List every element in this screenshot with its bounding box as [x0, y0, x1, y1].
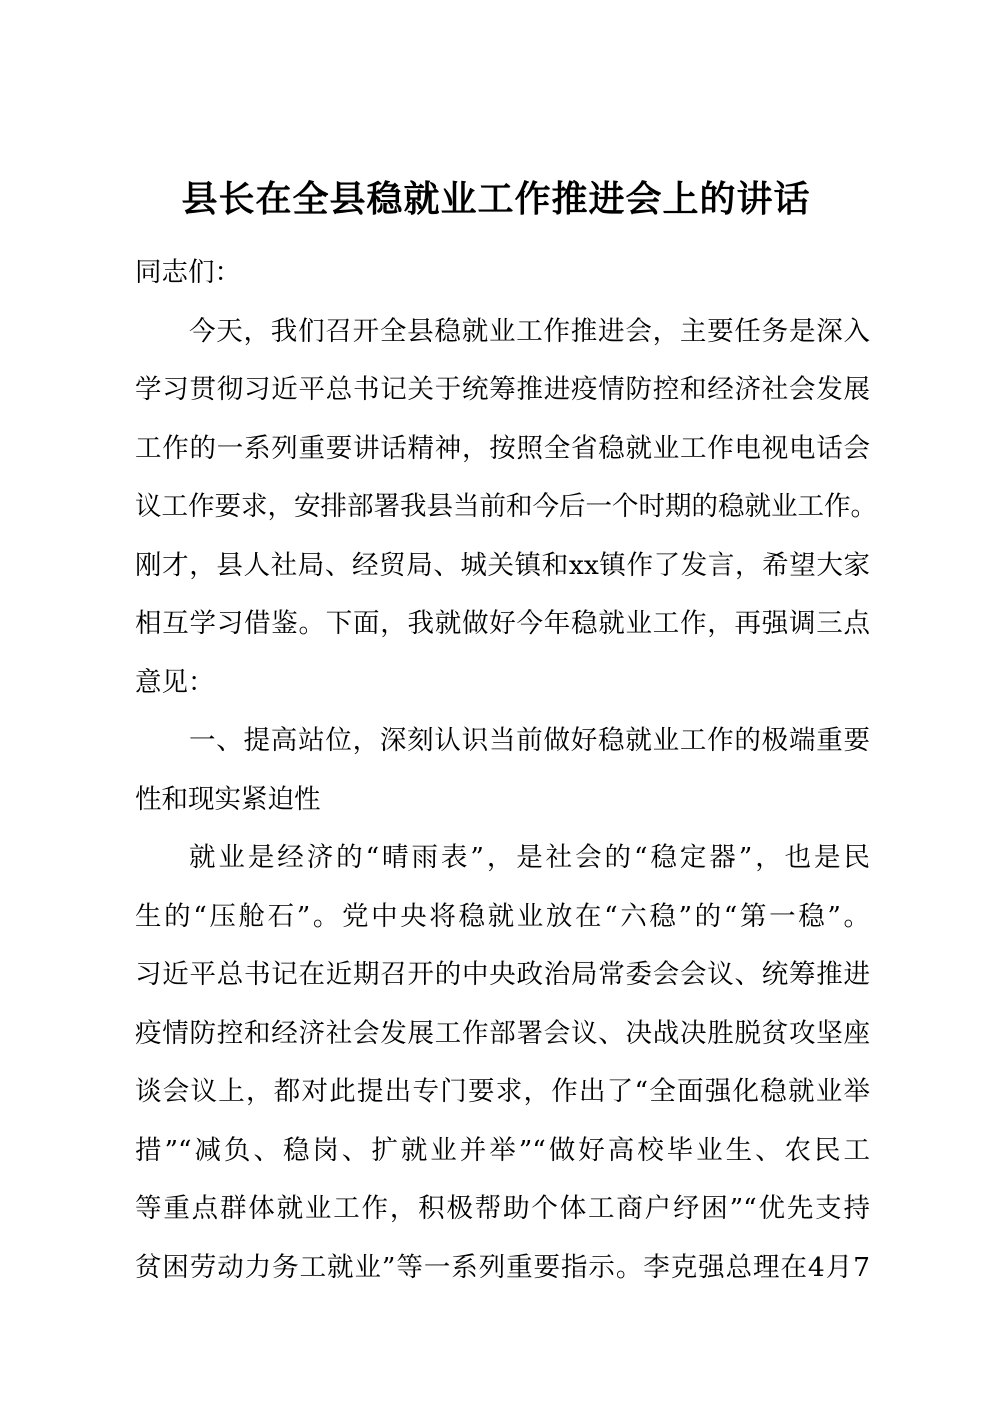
text-line: 今天，我们召开全县稳就业工作推进会，主要任务是深入 [189, 315, 870, 347]
text-line: 谈会议上，都对此提出专门要求，作出了“全面强化稳就业举 [135, 1076, 870, 1107]
paragraph-employment [135, 829, 870, 1297]
text-line: 学习贯彻习近平总书记关于统筹推进疫情防控和经济社会发展 [135, 374, 870, 405]
text-line: 刚才，县人社局、经贸局、城关镇和xx镇作了发言，希望大家 [135, 549, 870, 581]
text-line: 意见： [135, 666, 215, 698]
salutation: 同志们： [135, 257, 241, 288]
text-line: 生的“压舱石”。党中央将稳就业放在“六稳”的“第一稳”。 [135, 900, 870, 932]
text-line: 性和现实紧迫性 [135, 783, 321, 815]
document-title: 县长在全县稳就业工作推进会上的讲话 [181, 179, 811, 220]
paragraph-intro [135, 303, 877, 713]
text-line: 工作的一系列重要讲话精神，按照全省稳就业工作电视电话会 [135, 432, 870, 464]
document-body [135, 244, 877, 1297]
text-line: 疫情防控和经济社会发展工作部署会议、决战决胜脱贫攻坚座 [135, 1017, 870, 1049]
text-line: 就业是经济的“晴雨表”，是社会的“稳定器”，也是民 [189, 842, 870, 873]
text-line: 习近平总书记在近期召开的中央政治局常委会会议、统筹推进 [135, 959, 870, 990]
text-line: 贫困劳动力务工就业”等一系列重要指示。李克强总理在4月7 [135, 1251, 870, 1283]
text-line: 措”“减负、稳岗、扩就业并举”“做好高校毕业生、农民工 [135, 1134, 870, 1166]
text-line: 相互学习借鉴。下面，我就做好今年稳就业工作，再强调三点 [135, 608, 870, 639]
section-heading-1 [135, 712, 870, 829]
text-line: 一、提高站位，深刻认识当前做好稳就业工作的极端重要 [189, 725, 870, 756]
text-line: 等重点群体就业工作，积极帮助个体工商户纾困”“优先支持 [135, 1193, 870, 1224]
text-line: 议工作要求，安排部署我县当前和今后一个时期的稳就业工作。 [135, 491, 877, 522]
